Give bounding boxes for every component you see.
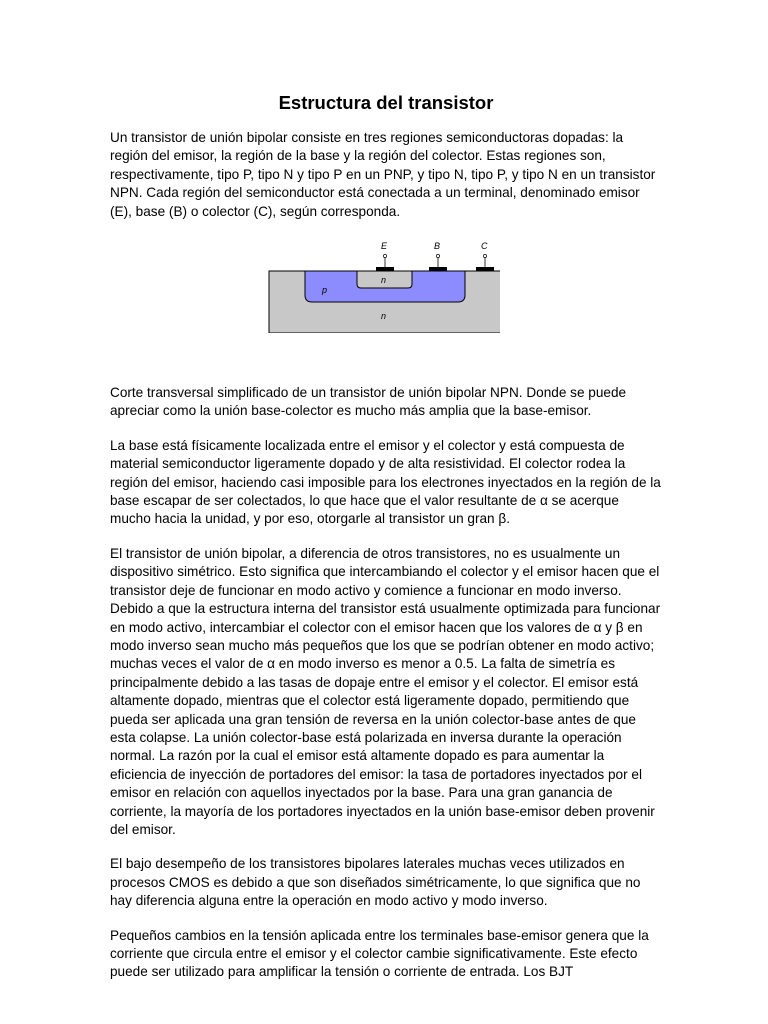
base-region-label: p (322, 285, 328, 296)
emitter-terminal-dot (383, 254, 386, 257)
collector-label: C (481, 241, 488, 252)
transistor-diagram (110, 237, 662, 376)
diagram-caption: Corte transversal simplificado de un transistor de unión bipolar NPN. Donde se puede apreciar como la unión base-colector es mucho más amplia que la base-emisor. (110, 385, 627, 419)
emitter-label: E (381, 241, 388, 252)
collector-region-label: n (381, 311, 387, 322)
base-terminal-dot (436, 254, 439, 257)
page-title: Estructura del transistor (278, 92, 494, 113)
paragraph-amplification: Pequeños cambios en la tensión aplicada entre los terminales base-emisor genera que la corriente que circula entre el emisor y el colector cambie significativamente. Este efecto puede ser utilizado para amplificar la tensión o corriente de entrada. Los BJT (110, 927, 649, 980)
collector-terminal-dot (483, 254, 486, 257)
npn-cross-section (260, 237, 500, 333)
emitter-contact (376, 267, 394, 271)
intro-paragraph: Un transistor de unión bipolar consiste en tres regiones semiconductoras dopadas: la región del emisor, la región de la base y la región del colector. Estas regiones son, respectivamente, tipo P, tipo N y tipo P en un PNP, y tipo N, tipo P, y tipo N en un transistor NPN. Cada región del semiconductor está conectada a un terminal, denominado emisor (E), base (B) o colector (C), según corresponda. (110, 130, 656, 219)
paragraph-cmos: El bajo desempeño de los transistores bipolares laterales muchas veces utilizados en procesos CMOS es debido a que son diseñados simétricamente, lo que significa que no hay diferencia alguna entre la operación en modo activo y modo inverso. (110, 856, 641, 909)
emitter-region-label: n (381, 275, 387, 286)
collector-contact (476, 267, 494, 271)
base-label: B (434, 241, 441, 252)
base-contact (429, 267, 447, 271)
paragraph-asymmetry: El transistor de unión bipolar, a diferencia de otros transistores, no es usualmente un dispositivo simétrico. Esto significa que intercambiando el colector y el emisor hacen que el transistor deje de funcionar en modo activo y comience a funcionar en modo inverso. Debido a que la estructura interna del transistor está usualmente optimizada para funcionar en modo activo, intercambiar el colector con el emisor hacen que los valores de α y β en modo inverso sean mucho más pequeños que los que se podrían obtener en modo activo; muchas veces el valor de α en modo inverso es menor a 0.5. La falta de simetría es principalmente debido a las tasas de dopaje entre el emisor y el colector. El emisor está altamente dopado, mientras que el colector está ligeramente dopado, permitiendo que pueda ser aplicada una gran tensión de reversa en la unión colector-base antes de que esta colapse. La unión colector-base está polarizada en inversa durante la operación normal. La razón por la cual el emisor está altamente dopado es para aumentar la eficiencia de inyección de portadores del emisor: la tasa de portadores inyectados por el emisor en relación con aquellos inyectados por la base. Para una gran ganancia de corriente, la mayoría de los portadores inyectados en la unión base-emisor deben provenir del emisor. (110, 545, 661, 837)
document-page (110, 90, 662, 998)
paragraph-base: La base está físicamente localizada entre el emisor y el colector y está compuesta de material semiconductor ligeramente dopado y de alta resistividad. El colector rodea la región del emisor, haciendo casi imposible para los electrones inyectados en la región de la base escapar de ser colectados, lo que hace que el valor resultante de α se acerque mucho hacia la unidad, y por eso, otorgarle al transistor un gran β. (110, 437, 661, 527)
